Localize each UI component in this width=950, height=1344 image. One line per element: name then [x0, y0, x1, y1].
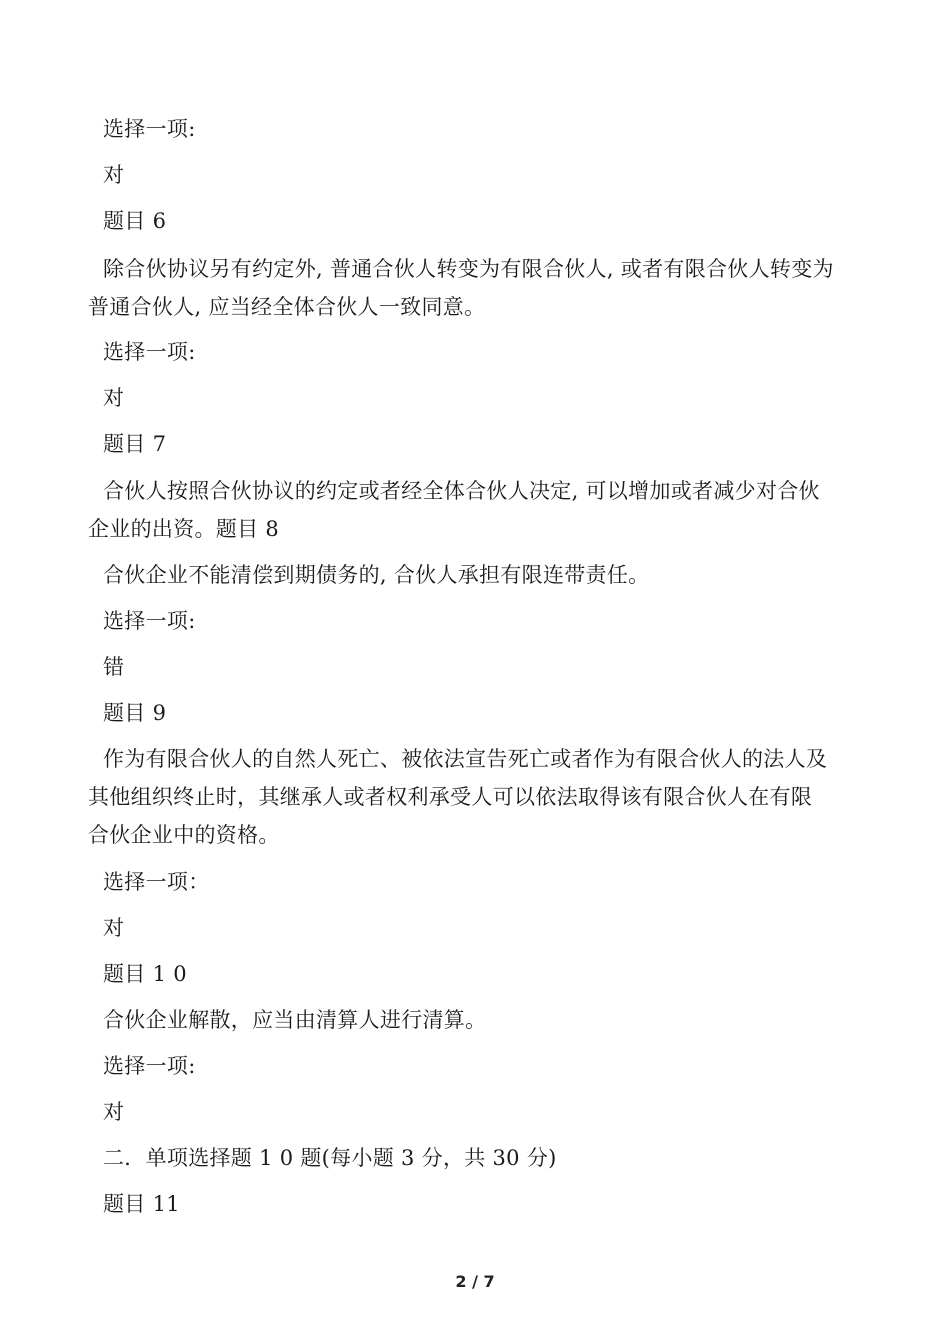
question-8-text: 合伙企业不能清偿到期债务的, 合伙人承担有限连带责任。 [103, 563, 650, 587]
question-5-answer: 对 [103, 163, 125, 187]
question-10-answer: 对 [103, 1100, 125, 1124]
question-7-text-line-1: 合伙人按照合伙协议的约定或者经全体合伙人决定, 可以增加或者减少对合伙 [103, 479, 820, 503]
question-6-answer: 对 [103, 386, 125, 410]
question-10-text: 合伙企业解散，应当由清算人进行清算。 [103, 1008, 487, 1032]
question-10-heading: 题目 1 0 [103, 962, 187, 986]
question-6-heading: 题目 6 [103, 209, 167, 233]
question-9-text-line-3: 合伙企业中的资格。 [88, 823, 280, 847]
question-7-text-line-2: 企业的出资。题目 8 [88, 517, 280, 541]
question-9-answer: 对 [103, 916, 125, 940]
question-6-text-line-1: 除合伙协议另有约定外, 普通合伙人转变为有限合伙人, 或者有限合伙人转变为 [103, 257, 834, 281]
question-6-text-line-2: 普通合伙人, 应当经全体合伙人一致同意。 [88, 295, 486, 319]
question-5-prompt: 选择一项: [103, 117, 196, 141]
question-7-heading: 题目 7 [103, 432, 167, 456]
question-10-prompt: 选择一项: [103, 1054, 196, 1078]
question-9-text-line-1: 作为有限合伙人的自然人死亡、被依法宣告死亡或者作为有限合伙人的法人及 [103, 747, 828, 771]
question-6-prompt: 选择一项: [103, 340, 196, 364]
question-8-answer: 错 [103, 655, 125, 679]
question-11-heading: 题目 11 [103, 1192, 180, 1216]
question-9-heading: 题目 9 [103, 701, 167, 725]
section-2-heading: 二．单项选择题 1 0 题(每小题 3 分，共 30 分) [103, 1146, 557, 1170]
question-8-prompt: 选择一项: [103, 609, 196, 633]
question-9-text-line-2: 其他组织终止时，其继承人或者权利承受人可以依法取得该有限合伙人在有限 [88, 785, 813, 809]
question-9-prompt: 选择一项： [103, 870, 210, 894]
page-number: 2 / 7 [455, 1272, 495, 1291]
